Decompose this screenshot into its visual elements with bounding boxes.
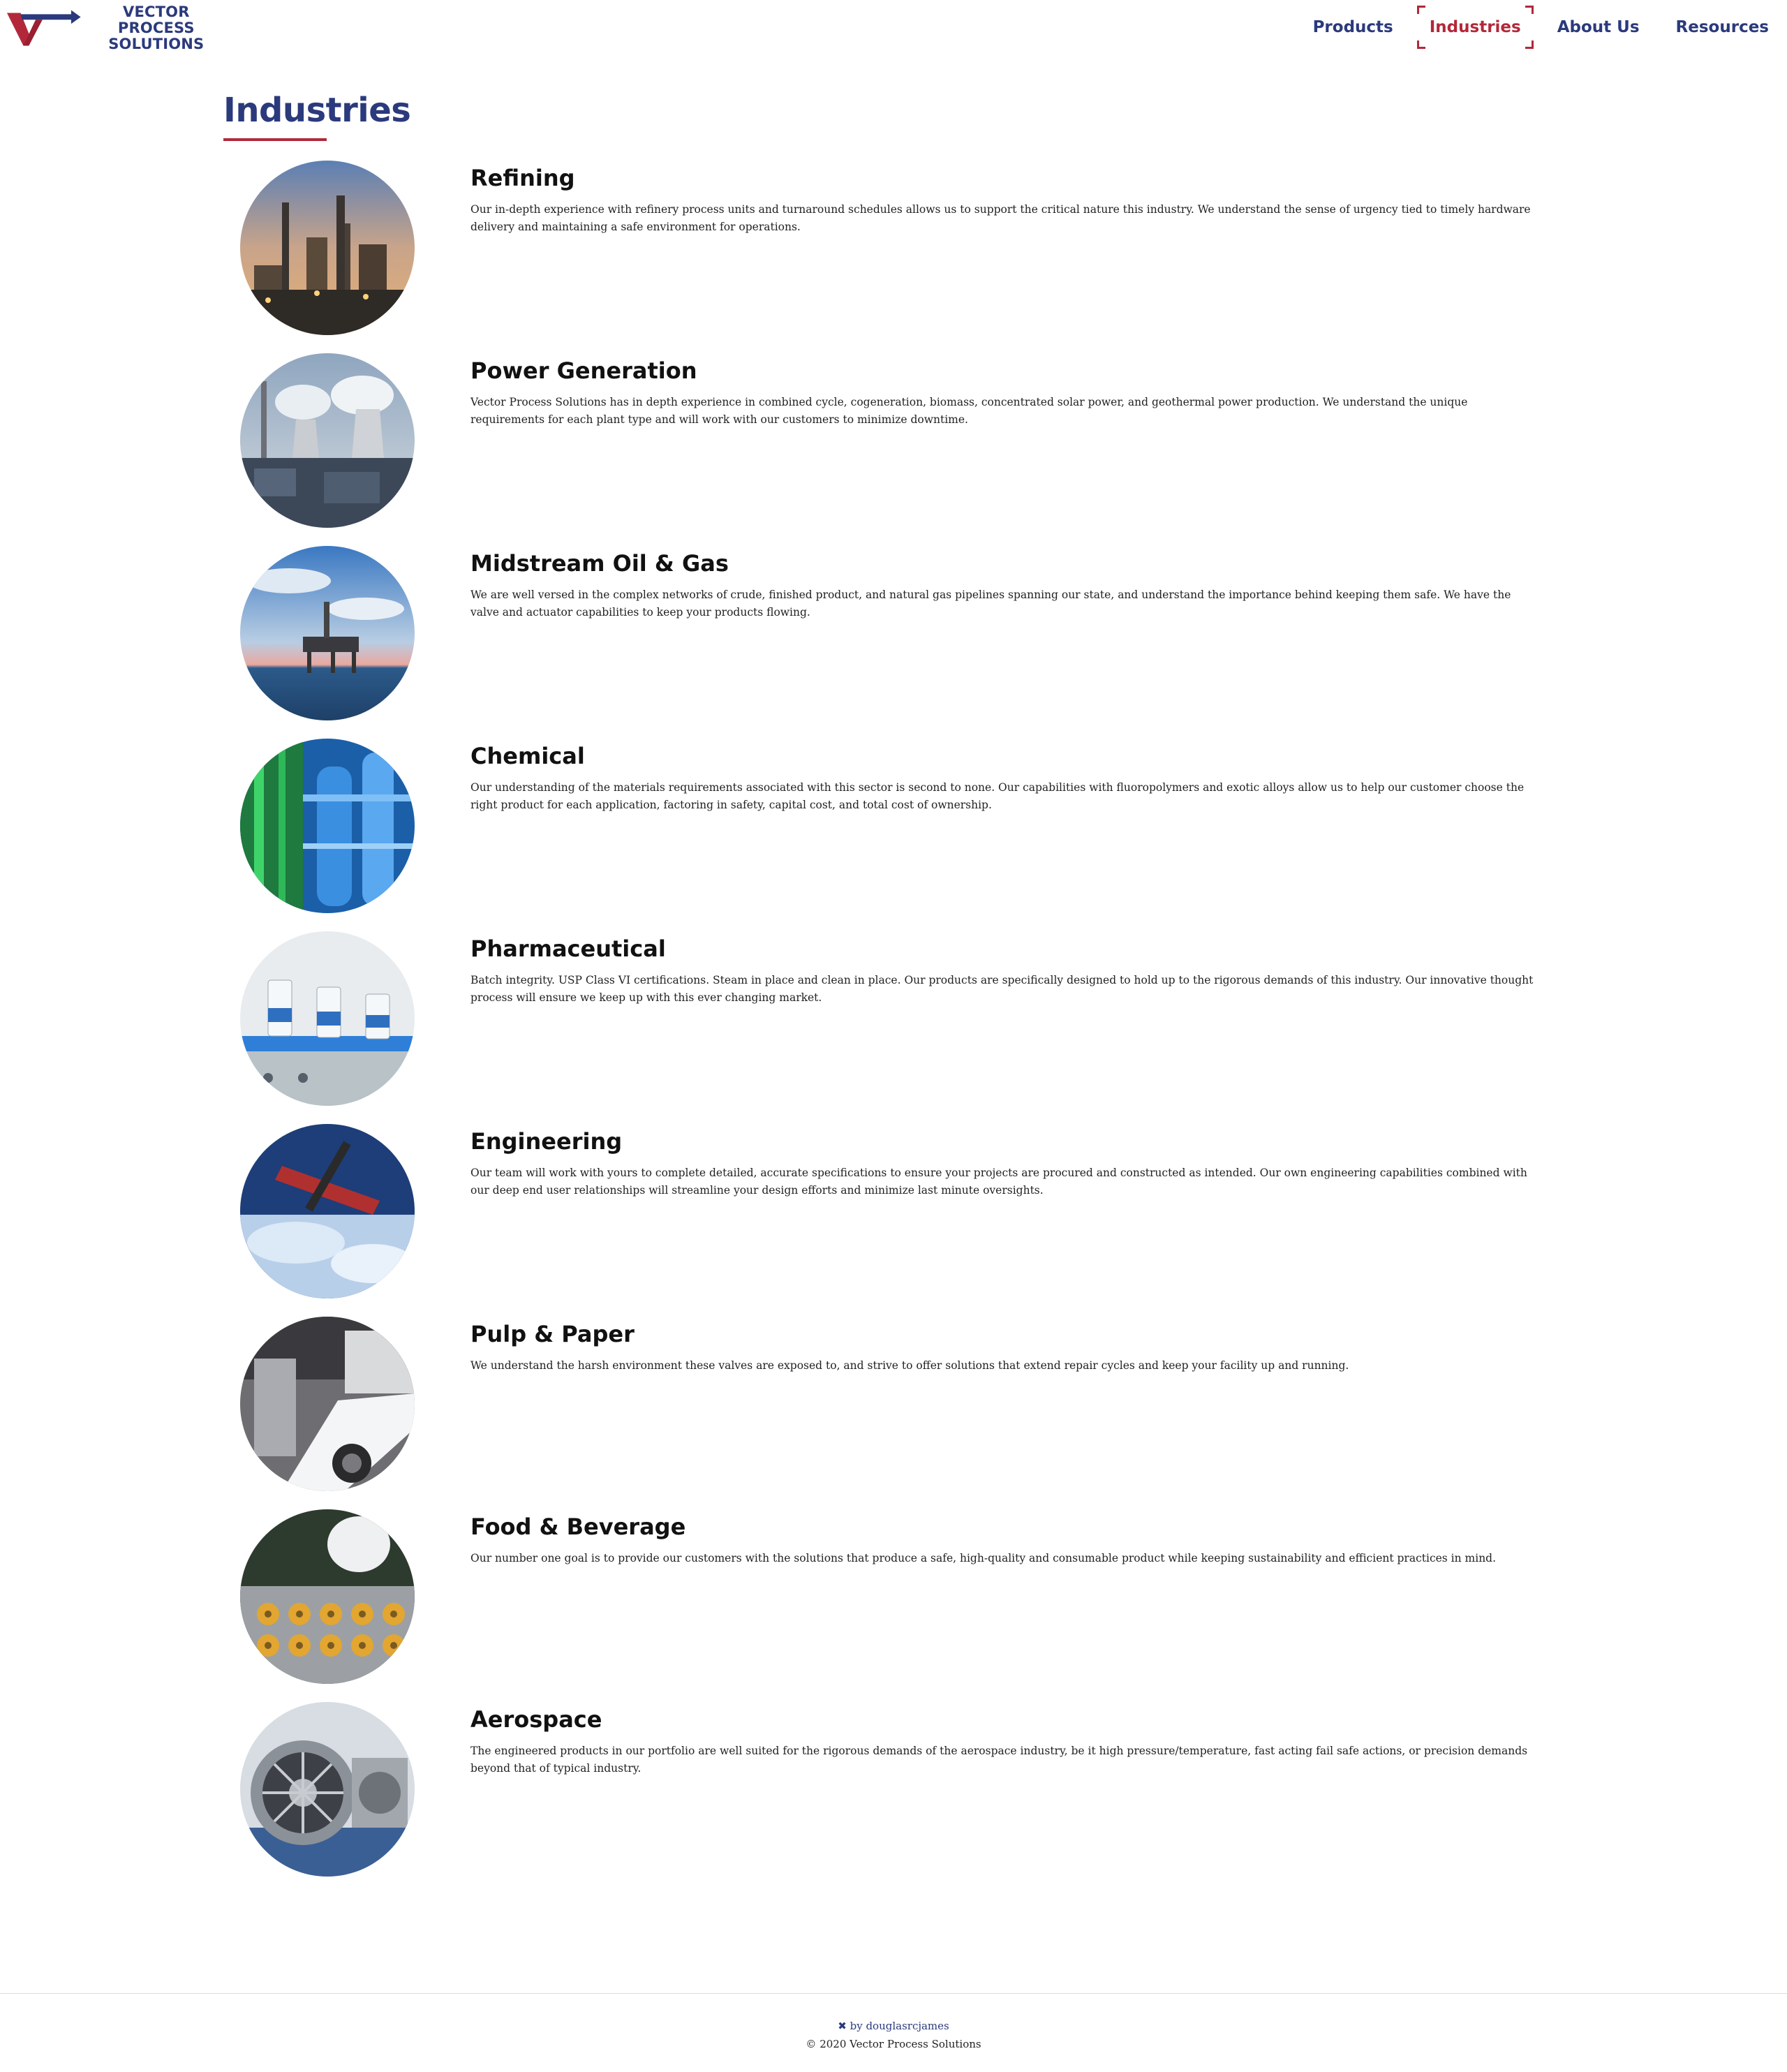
tools-icon: ✖ — [838, 2020, 847, 2032]
power-plant-photo — [240, 353, 415, 528]
logo-line-2: SOLUTIONS — [108, 35, 205, 52]
offshore-rig-photo — [240, 546, 415, 720]
industry-description: The engineered products in our portfolio are well suited for the rigorous demands of the aerospace industry, be it high pressure/temperature, fast acting fail safe actions, or precision demands beyond that of typical industry. — [470, 1745, 1528, 1775]
industry-food-beverage — [240, 1509, 1566, 1688]
industry-description: We are well versed in the complex networks of crude, finished product, and natural gas pipelines spanning our state, and understand the importance behind keeping them safe. We have the valve and actuator capabilities to keep your products flowing. — [470, 589, 1511, 619]
engineering-photo — [240, 1124, 415, 1298]
vials-photo — [240, 931, 415, 1106]
footer-credit-text: by douglasrcjames — [850, 2020, 949, 2032]
nav-industries[interactable] — [1417, 6, 1534, 49]
chemical-plant-photo — [240, 739, 415, 913]
logo-v-mark-icon — [6, 6, 81, 50]
industry-description: Batch integrity. USP Class VI certifications. Steam in place and clean in place. Our products are specifically designed to hold up to the rigorous demands of this industry. Our innovative thought process will ensure we keep up with this ever changing market. — [470, 974, 1534, 1004]
industry-pulp-paper — [240, 1317, 1566, 1495]
industry-power-generation — [240, 353, 1566, 532]
industry-aerospace — [240, 1702, 1566, 1881]
donuts-photo — [240, 1509, 415, 1684]
industry-name: Aerospace — [470, 1706, 602, 1733]
industry-description: Vector Process Solutions has in depth experience in combined cycle, cogeneration, biomass, concentrated solar power, and geothermal power production. We understand the unique requirements for each plant type and will work with our customers to minimize downtime. — [470, 396, 1468, 426]
nav-about-us-label: About Us — [1557, 18, 1640, 36]
footer-credit[interactable] — [0, 2020, 1787, 2032]
active-corner — [1417, 40, 1425, 49]
industry-name: Engineering — [470, 1128, 623, 1155]
main-nav — [1295, 0, 1787, 54]
industry-name: Food & Beverage — [470, 1514, 686, 1540]
nav-resources-label: Resources — [1675, 18, 1769, 36]
active-corner — [1417, 6, 1425, 14]
logo-wordmark — [84, 4, 229, 52]
nav-industries-label: Industries — [1429, 18, 1521, 36]
industry-name: Refining — [470, 165, 575, 191]
active-corner — [1525, 6, 1534, 14]
industry-chemical — [240, 739, 1566, 917]
industry-name: Chemical — [470, 743, 585, 769]
industry-engineering — [240, 1124, 1566, 1303]
industry-name: Midstream Oil & Gas — [470, 550, 729, 577]
industry-description: Our team will work with yours to complete detailed, accurate specifications to ensure your projects are procured and constructed as intended. Our own engineering capabilities combined with our deep end user relationships will streamline your design efforts and minimize last minute oversights. — [470, 1167, 1527, 1197]
industry-name: Pharmaceutical — [470, 935, 666, 962]
nav-resources[interactable] — [1663, 6, 1781, 49]
industry-name: Power Generation — [470, 357, 697, 384]
logo-line-1: VECTOR PROCESS — [117, 3, 195, 36]
industry-name: Pulp & Paper — [470, 1321, 635, 1347]
footer-divider — [0, 1993, 1787, 1994]
jet-engine-photo — [240, 1702, 415, 1877]
industry-description: We understand the harsh environment these valves are exposed to, and strive to offer solutions that extend repair cycles and keep your facility up and running. — [470, 1359, 1349, 1372]
nav-products[interactable] — [1300, 6, 1406, 49]
nav-about-us[interactable] — [1545, 6, 1652, 49]
title-underline — [223, 138, 327, 141]
industry-refining — [240, 161, 1566, 339]
industry-description: Our understanding of the materials requirements associated with this sector is second to none. Our capabilities with fluoropolymers and exotic alloys allow us to help our customer choose the right product for each application, factoring in safety, capital cost, and total cost of ownership. — [470, 781, 1525, 811]
paper-mill-photo — [240, 1317, 415, 1491]
refinery-photo — [240, 161, 415, 335]
footer-copyright: © 2020 Vector Process Solutions — [806, 2038, 981, 2050]
active-corner — [1525, 40, 1534, 49]
industry-midstream-oil-gas — [240, 546, 1566, 725]
page-title: Industries — [223, 91, 411, 130]
industry-description: Our in-depth experience with refinery process units and turnaround schedules allows us to support the critical nature this industry. We understand the sense of urgency tied to timely hardware delivery and maintaining a safe environment for operations. — [470, 203, 1531, 233]
nav-products-label: Products — [1312, 18, 1393, 36]
industry-pharmaceutical — [240, 931, 1566, 1110]
logo[interactable] — [6, 3, 229, 52]
industry-description: Our number one goal is to provide our customers with the solutions that produce a safe, high-quality and consumable product while keeping sustainability and efficient practices in mind. — [470, 1552, 1497, 1564]
